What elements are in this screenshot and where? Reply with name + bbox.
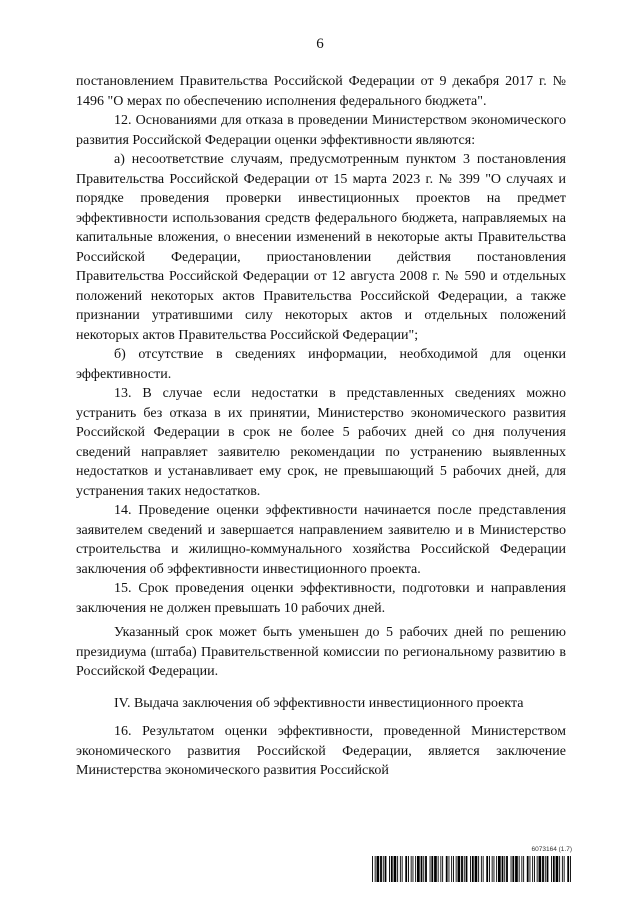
document-barcode — [372, 846, 572, 882]
section-heading: IV. Выдача заключения об эффективности инвестиционного проекта — [114, 695, 524, 711]
paragraph-14: 14. Проведение оценки эффективности начинается после представления заявителем сведений и завершается направлением заявителю и в Министерство строительства и жилищно-коммунального хозяйства Российской Федерации заключения об эффективности инвестиционного проекта. — [76, 503, 566, 577]
paragraph-16: 16. Результатом оценки эффективности, проведенной Министерством экономического развития Российской Федерации, является заключение Министерства экономического развития Российской — [76, 724, 566, 778]
paragraph-continuation: постановлением Правительства Российской Федерации от 9 декабря 2017 г. № 1496 "О мерах по обеспечению исполнения федерального бюджета". — [76, 74, 566, 109]
paragraph-12: 12. Основаниями для отказа в проведении Министерством экономического развития Российской Федерации оценки эффективности являются: — [76, 113, 566, 148]
paragraph-12a: а) несоответствие случаям, предусмотренным пунктом 3 постановления Правительства Российской Федерации от 15 марта 2023 г. № 399 "О случаях и порядке проведения проверки инвестиционных проектов на предмет эффективности использования средств федерального бюджета, направляемых на капитальные вложения, о внесении изменений в некоторые акты Правительства Российской Федерации, приостановлении действия постановления Правительства Российской Федерации от 12 августа 2008 г. № 590 и отдельных положений некоторых актов Правительства Российской Федерации, а также признании утратившими силу некоторых актов и отдельных положений некоторых актов Правительства Российской Федерации"; — [76, 152, 566, 343]
document-body — [76, 72, 566, 781]
barcode-icon — [372, 856, 572, 882]
barcode-label: 6073164 (1.7) — [531, 846, 572, 853]
paragraph-15: 15. Срок проведения оценки эффективности, подготовки и направления заключения не должен превышать 10 рабочих дней. — [76, 581, 566, 616]
paragraph-12b: б) отсутствие в сведениях информации, необходимой для оценки эффективности. — [76, 347, 566, 382]
paragraph-15-note: Указанный срок может быть уменьшен до 5 рабочих дней по решению президиума (штаба) Правительственной комиссии по региональному развитию в Российской Федерации. — [76, 625, 566, 679]
page-number: 6 — [316, 36, 324, 52]
paragraph-13: 13. В случае если недостатки в представленных сведениях можно устранить без отказа в их принятии, Министерство экономического развития Российской Федерации в срок не более 5 рабочих дней со дня получения сведений направляет заявителю рекомендации по устранению выявленных недостатков и устанавливает ему срок, не превышающий 5 рабочих дней, для устранения таких недостатков. — [76, 386, 566, 499]
